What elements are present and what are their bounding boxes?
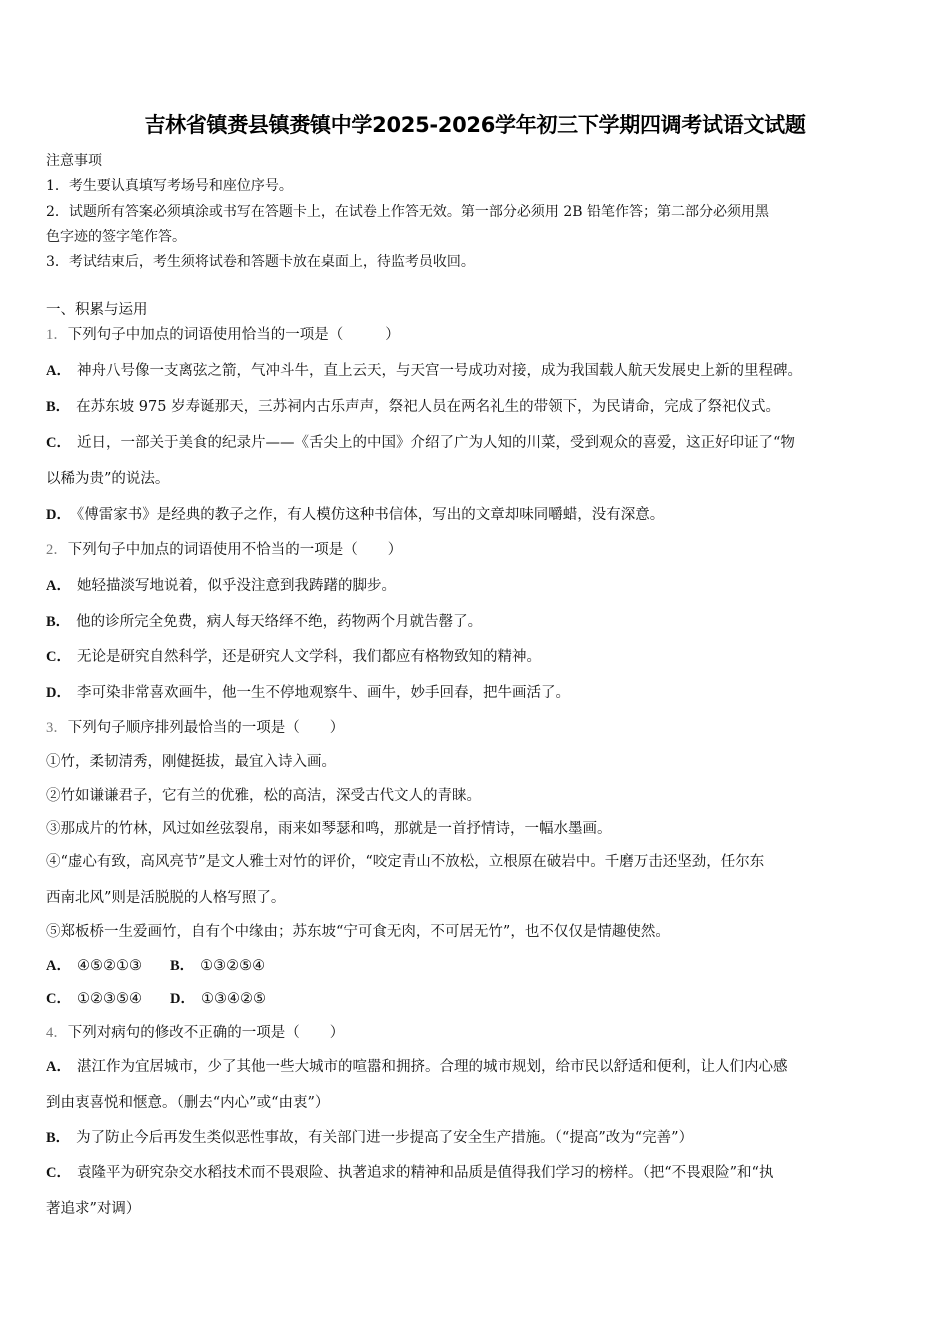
- question-3-sentence-1: ①竹，柔韧清秀，刚健挺拔，最宜入诗入画。: [46, 754, 336, 770]
- option-text: 湛江作为宜居城市，少了其他一些大城市的喧嚣和拥挤。合理的城市规划，给市民以舒适和便利，让人们内心感: [76, 1059, 788, 1075]
- question-2-option-c: [46, 647, 908, 667]
- question-2-option-d: [46, 683, 908, 703]
- question-number: 2．: [46, 542, 68, 558]
- question-1-stem: [46, 325, 908, 345]
- question-3-options-ab: [46, 956, 908, 976]
- notice-item-1: 1．考生要认真填写考场号和座位序号。: [46, 178, 293, 194]
- option-label: D．: [169, 991, 195, 1007]
- question-4-option-b: [46, 1128, 908, 1148]
- notice-item-2: 2．试题所有答案必须填涂或书写在答题卡上，在试卷上作答无效。第一部分必须用 2B 铅笔作答；第二部分必须用黑: [46, 204, 769, 220]
- notice-item-2-cont: 色字迹的签字笔作答。: [46, 229, 186, 245]
- option-text: 他的诊所完全免费，病人每天络绎不绝，药物两个月就告罄了。: [76, 614, 483, 630]
- option-text: ①②③⑤④: [76, 991, 142, 1007]
- option-text: 近日，一部关于美食的纪录片——《舌尖上的中国》介绍了广为人知的川菜，受到观众的喜爱，这正好印证了“物: [76, 435, 795, 451]
- option-text: 她轻描淡写地说着，似乎没注意到我踌躇的脚步。: [76, 578, 396, 594]
- option-text: 李可染非常喜欢画牛，他一生不停地观察牛、画牛，妙手回春，把牛画活了。: [76, 685, 570, 701]
- question-3-options-cd: [46, 989, 908, 1009]
- notice-item-3: 3．考试结束后，考生须将试卷和答题卡放在桌面上，待监考员收回。: [46, 254, 475, 270]
- option-text: 为了防止今后再发生类似恶性事故，有关部门进一步提高了安全生产措施。（“提高”改为“完善”）: [76, 1130, 694, 1146]
- option-label: C．: [46, 991, 71, 1007]
- question-3-sentence-5: ⑤郑板桥一生爱画竹，自有个中缘由；苏东坡“宁可食无肉，不可居无竹”，也不仅仅是情趣使然。: [46, 924, 670, 940]
- question-number: 4．: [46, 1025, 68, 1041]
- question-number: 3．: [46, 720, 68, 736]
- option-label: A．: [46, 363, 71, 379]
- question-text: 下列对病句的修改不正确的一项是（: [67, 1025, 300, 1041]
- option-label: B．: [46, 399, 71, 415]
- option-label: B．: [46, 1130, 71, 1146]
- paren-close: ）: [329, 1025, 345, 1041]
- question-4-option-a-cont: 到由衷喜悦和惬意。（删去“内心”或“由衷”）: [46, 1095, 330, 1111]
- option-text: 在苏东坡 975 岁寿诞那天，三苏祠内古乐声声，祭祀人员在两名礼生的带领下，为民请命，完成了祭祀仪式。: [76, 399, 781, 415]
- exam-title: 吉林省镇赉县镇赉镇中学2025-2026学年初三下学期四调考试语文试题: [144, 113, 806, 137]
- option-label: A．: [46, 578, 71, 594]
- option-text: 《傅雷家书》是经典的教子之作，有人模仿这种书信体，写出的文章却味同嚼蜡，没有深意。: [76, 507, 665, 523]
- question-1-option-c-cont: 以稀为贵”的说法。: [46, 471, 170, 487]
- notice-heading: 注意事项: [46, 153, 102, 169]
- question-4-option-a: [46, 1057, 908, 1077]
- question-1-option-c: [46, 433, 908, 453]
- option-label: C．: [46, 649, 71, 665]
- section-heading: 一、积累与运用: [46, 302, 148, 318]
- question-4-option-c: [46, 1163, 908, 1183]
- option-text: ①③②⑤④: [200, 958, 266, 974]
- question-text: 下列句子中加点的词语使用不恰当的一项是（: [67, 542, 358, 558]
- option-text: 无论是研究自然科学，还是研究人文学科，我们都应有格物致知的精神。: [76, 649, 541, 665]
- option-text: 袁隆平为研究杂交水稻技术而不畏艰险、执著追求的精神和品质是值得我们学习的榜样。（把“不畏艰险”和“执: [76, 1165, 774, 1181]
- question-4-option-c-cont: 著追求”对调）: [46, 1201, 141, 1217]
- option-text: ①③④②⑤: [200, 991, 266, 1007]
- question-1-option-b: [46, 397, 908, 417]
- question-number: 1．: [46, 327, 68, 343]
- paren-close: ）: [385, 327, 400, 343]
- paren-close: ）: [329, 720, 345, 736]
- question-text: 下列句子中加点的词语使用恰当的一项是（: [67, 327, 344, 343]
- option-label: C．: [46, 435, 71, 451]
- option-label: D．: [46, 507, 71, 523]
- option-label: A．: [46, 958, 71, 974]
- question-3-sentence-2: ②竹如谦谦君子，它有兰的优雅，松的高洁，深受古代文人的青睐。: [46, 788, 481, 804]
- question-3-sentence-4-cont: 西南北风”则是活脱脱的人格写照了。: [46, 890, 286, 906]
- option-label: B．: [46, 614, 71, 630]
- question-4-stem: [46, 1023, 908, 1043]
- option-text: 神舟八号像一支离弦之箭，气冲斗牛，直上云天，与天宫一号成功对接，成为我国载人航天发展史上新的里程碑。: [76, 363, 802, 379]
- question-2-option-a: [46, 576, 908, 596]
- option-text: ④⑤②①③: [76, 958, 142, 974]
- option-label: D．: [46, 685, 71, 701]
- question-2-stem: [46, 540, 908, 560]
- question-text: 下列句子顺序排列最恰当的一项是（: [67, 720, 300, 736]
- question-1-option-a: [46, 361, 908, 381]
- question-3-stem: [46, 718, 908, 738]
- question-1-option-d: [46, 505, 908, 525]
- question-3-sentence-3: ③那成片的竹林，风过如丝弦裂帛，雨来如琴瑟和鸣，那就是一首抒情诗，一幅水墨画。: [46, 821, 612, 837]
- paren-close: ）: [387, 542, 403, 558]
- option-label: B．: [169, 958, 195, 974]
- option-label: C．: [46, 1165, 71, 1181]
- option-label: A．: [46, 1059, 71, 1075]
- question-2-option-b: [46, 612, 908, 632]
- question-3-sentence-4: ④“虚心有致，高风亮节”是文人雅士对竹的评价，“咬定青山不放松，立根原在破岩中。千磨万击还坚劲，任尔东: [46, 854, 765, 870]
